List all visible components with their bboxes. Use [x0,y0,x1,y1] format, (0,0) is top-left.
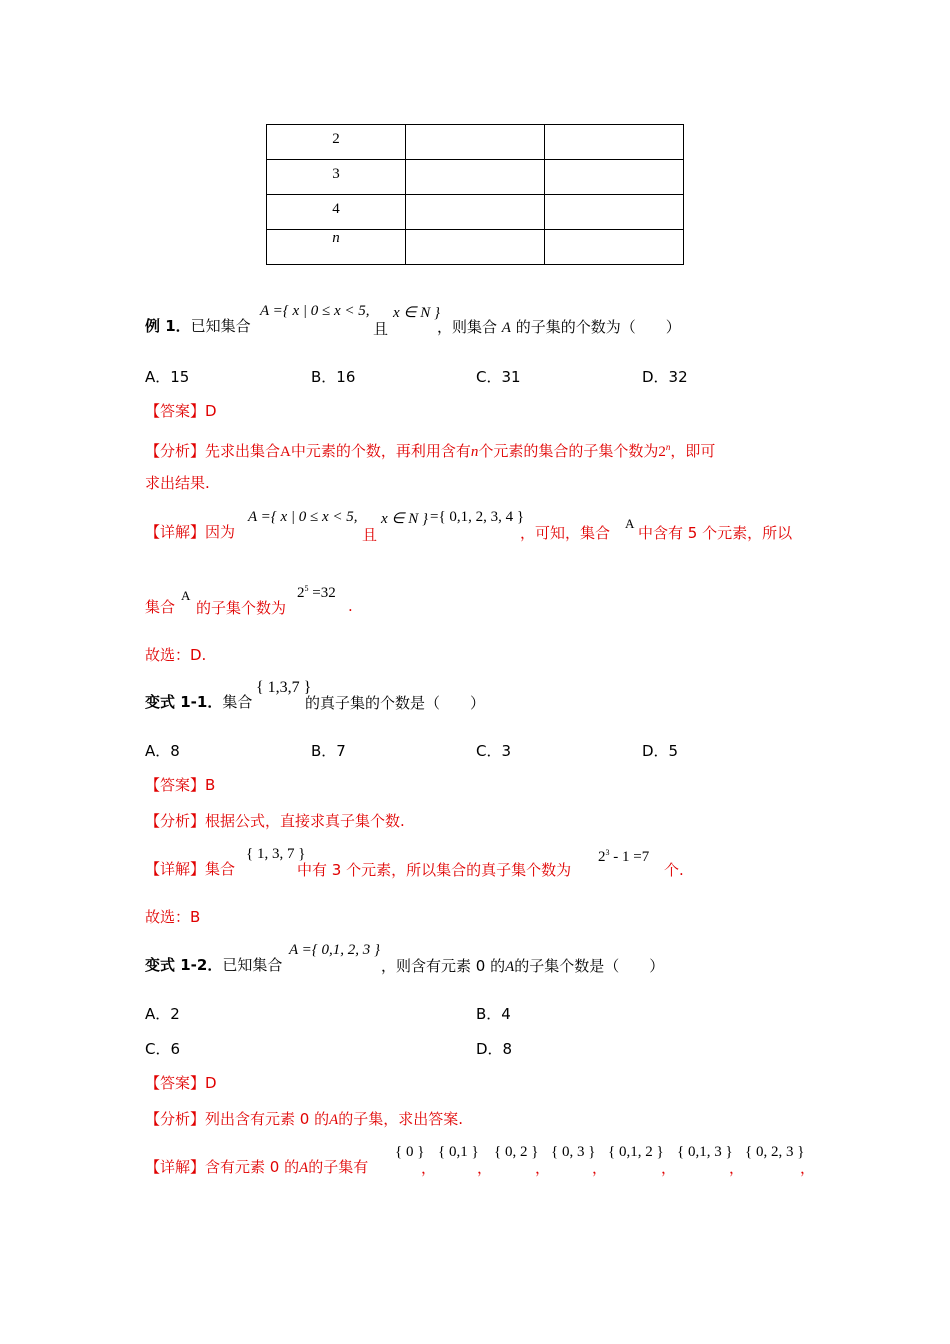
math-set: { 0,1 } [438,1144,479,1160]
answer-line [145,401,217,421]
option-c[interactable]: C．3 [476,742,512,760]
detail-text: 中有 3 个元素，所以集合的真子集个数为 [297,861,572,879]
math-text: 且 [362,526,378,544]
question-text: ，则含有元素 0 的A的子集个数是（ ） [381,957,665,975]
detail-line: 【详解】因为 [145,523,236,541]
math-set: { 0, 2, 3 } [745,1144,805,1160]
analysis-line: 【分析】根据公式，直接求真子集个数. [145,812,405,830]
table-cell [545,125,684,160]
math-set: A ={ 0,1, 2, 3 } [289,942,381,958]
option-a[interactable]: A．15 [145,368,190,386]
option-d[interactable]: D．5 [642,742,679,760]
detail-text: ，可知，集合 [520,524,611,542]
math-set: { 1, 3, 7 } [246,846,306,862]
option-b[interactable]: B．16 [311,368,356,386]
table-cell [406,195,545,230]
math-set: { 0, 3 } [551,1144,596,1160]
table-cell: 2 [332,131,340,147]
option-c[interactable]: C．31 [476,368,521,386]
math-set: { 0,1, 2 } [608,1144,664,1160]
analysis-line-2: 求出结果. [145,474,210,492]
detail-line: 【详解】含有元素 0 的A的子集有 [145,1158,369,1176]
option-b[interactable]: B．4 [476,1005,511,1023]
table-cell: 4 [332,201,340,217]
table-row [267,160,684,195]
math-var: A [625,516,635,531]
value-table [266,124,684,265]
math-expr: $2^3 - 1 =7$ [598,848,650,865]
math-set: { 0 } [395,1144,425,1160]
table-cell [545,160,684,195]
variant-1-2-question: 变式 1-2．已知集合 [145,956,283,974]
detail-text: 中含有 5 个元素，所以 [638,524,793,542]
answer-line: 【答案】D [145,1074,217,1092]
table-row [267,230,684,265]
question-text: 的真子集的个数是（ ） [305,694,486,712]
question-text: ，则集合 A 的子集的个数为（ ） [437,318,681,336]
detail-line: 【详解】集合 [145,860,236,878]
option-d[interactable]: D．32 [642,368,688,386]
math-set: x ∈ N } [393,305,440,321]
detail-text: 的子集个数为 [196,599,287,617]
option-b[interactable]: B．7 [311,742,346,760]
option-a[interactable]: A．2 [145,1005,180,1023]
math-set: A ={ x | 0 ≤ x < 5, [248,509,358,525]
table-cell [406,125,545,160]
table-cell: n [332,230,340,246]
option-a[interactable]: A．8 [145,742,180,760]
example-label: 变式 1-1． [145,693,223,711]
math-var: A [501,320,511,336]
table-cell [406,160,545,195]
table-cell [545,230,684,265]
question-text: 已知集合 [190,317,251,335]
answer-line: 【答案】B [145,776,216,794]
math-set: { 0, 2 } [494,1144,539,1160]
answer-tag: 【答案】 [145,402,206,420]
math-expr: $2^5 =32$ [297,584,336,601]
answer-value: D [205,402,217,420]
example-label: 变式 1-2． [145,956,223,974]
table-cell [406,230,545,265]
analysis-line: 【分析】列出含有元素 0 的A的子集，求出答案. [145,1110,464,1128]
choose-line: 故选：B [145,908,201,926]
detail-line-2: 集合 [145,598,176,616]
analysis-line: 【分析】先求出集合A中元素的个数，再利用含有n个元素的集合的子集个数为2$^n$，即可 [145,442,716,460]
option-c[interactable]: C．6 [145,1040,181,1058]
math-set: ={ 0,1, 2, 3, 4 } [430,509,525,525]
math-set: A ={ x | 0 ≤ x < 5, [260,303,370,319]
example-label: 例 1． [145,317,191,335]
math-var: A [181,588,191,603]
math-text: 且 [373,320,389,338]
math-set: x ∈ N } [381,511,428,527]
variant-1-1-question: 变式 1-1．集合 [145,693,253,711]
table-row [267,125,684,160]
math-set: { 1,3,7 } [256,679,312,696]
table-cell: 3 [332,166,340,182]
choose-line: 故选：D. [145,646,207,664]
example-1-question [145,316,251,336]
math-set: { 0,1, 3 } [677,1144,733,1160]
option-d[interactable]: D．8 [476,1040,513,1058]
table-row [267,195,684,230]
table-cell [545,195,684,230]
